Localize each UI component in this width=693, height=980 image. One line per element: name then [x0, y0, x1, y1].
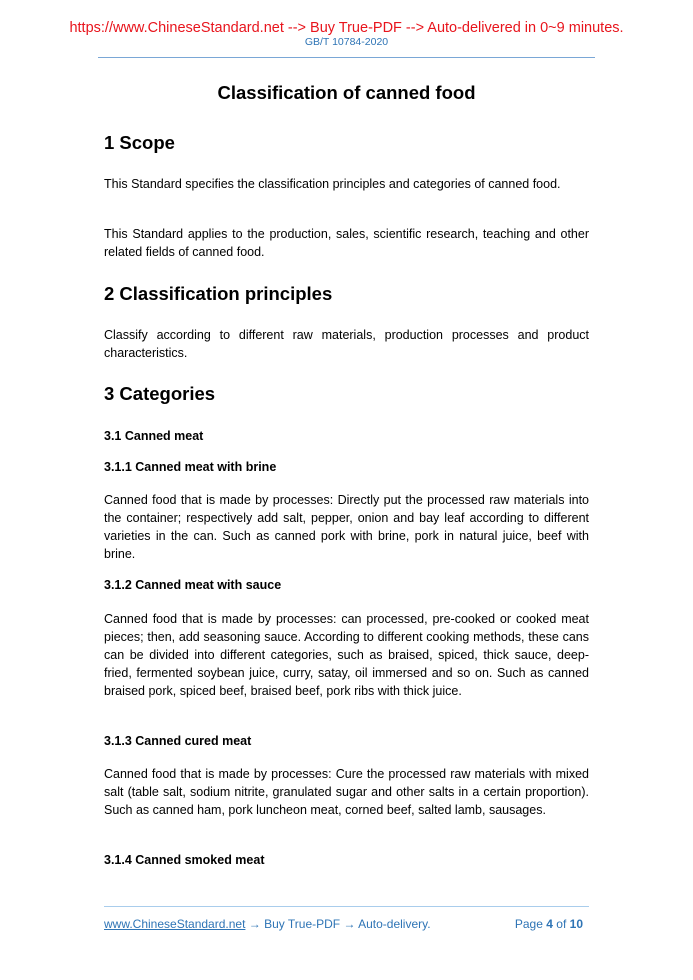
document-code: GB/T 10784-2020 — [304, 36, 389, 48]
scope-paragraph-2: This Standard applies to the production, sales, scientific research, teaching and other related fields of canned food. — [104, 227, 589, 259]
scope-paragraph-1: This Standard specifies the classification principles and categories of canned food. — [104, 177, 561, 191]
heading-3-1-2: 3.1.2 Canned meat with sauce — [104, 578, 282, 592]
page-current: 4 — [546, 917, 553, 931]
page-footer — [104, 917, 589, 931]
footer-divider — [104, 906, 589, 907]
footer-site-link[interactable]: www.ChineseStandard.net — [104, 917, 246, 931]
heading-3-1: 3.1 Canned meat — [104, 429, 204, 443]
paragraph-3-1-2: Canned food that is made by processes: can processed, pre-cooked or cooked meat pieces; then, add seasoning sauce. According to different cooking methods, these cans can be divided into different categories, such as braised, spiced, thick sauce, deep-fried, fermented soybean juice, curry, satay, oil immersed and so on. Such as canned braised pork, spiced beef, braised beef, pork ribs with thick juice. — [104, 612, 589, 698]
principles-paragraph: Classify according to different raw materials, production processes and product characteristics. — [104, 328, 589, 360]
heading-3-1-3: 3.1.3 Canned cured meat — [104, 734, 252, 748]
top-banner: https://www.ChineseStandard.net --> Buy True-PDF --> Auto-delivered in 0~9 minutes. — [69, 20, 624, 36]
paragraph-3-1-1: Canned food that is made by processes: Directly put the processed raw materials into the container; respectively add salt, pepper, onion and bay leaf according to different varieties in the can. Such as canned pork with brine, pork in natural juice, beef with brine. — [104, 493, 589, 561]
heading-classification-principles: 2 Classification principles — [104, 283, 333, 304]
heading-categories: 3 Categories — [104, 383, 216, 404]
footer-tagline: → Buy True-PDF → Auto-delivery. — [245, 917, 431, 931]
heading-scope: 1 Scope — [104, 132, 175, 153]
header-divider — [98, 57, 595, 58]
paragraph-3-1-3: Canned food that is made by processes: Cure the processed raw materials with mixed salt (table salt, sodium nitrite, granulated sugar and other salts in a certain proportion). Such as canned ham, pork luncheon meat, corned beef, salted lamb, sausages. — [104, 767, 589, 817]
heading-3-1-4: 3.1.4 Canned smoked meat — [104, 853, 265, 867]
page-of-label: of — [556, 917, 567, 931]
page-indicator — [515, 917, 583, 931]
page-label: Page — [514, 917, 543, 931]
heading-3-1-1: 3.1.1 Canned meat with brine — [104, 460, 277, 474]
page-title: Classification of canned food — [217, 82, 476, 103]
page-total: 10 — [569, 917, 583, 931]
